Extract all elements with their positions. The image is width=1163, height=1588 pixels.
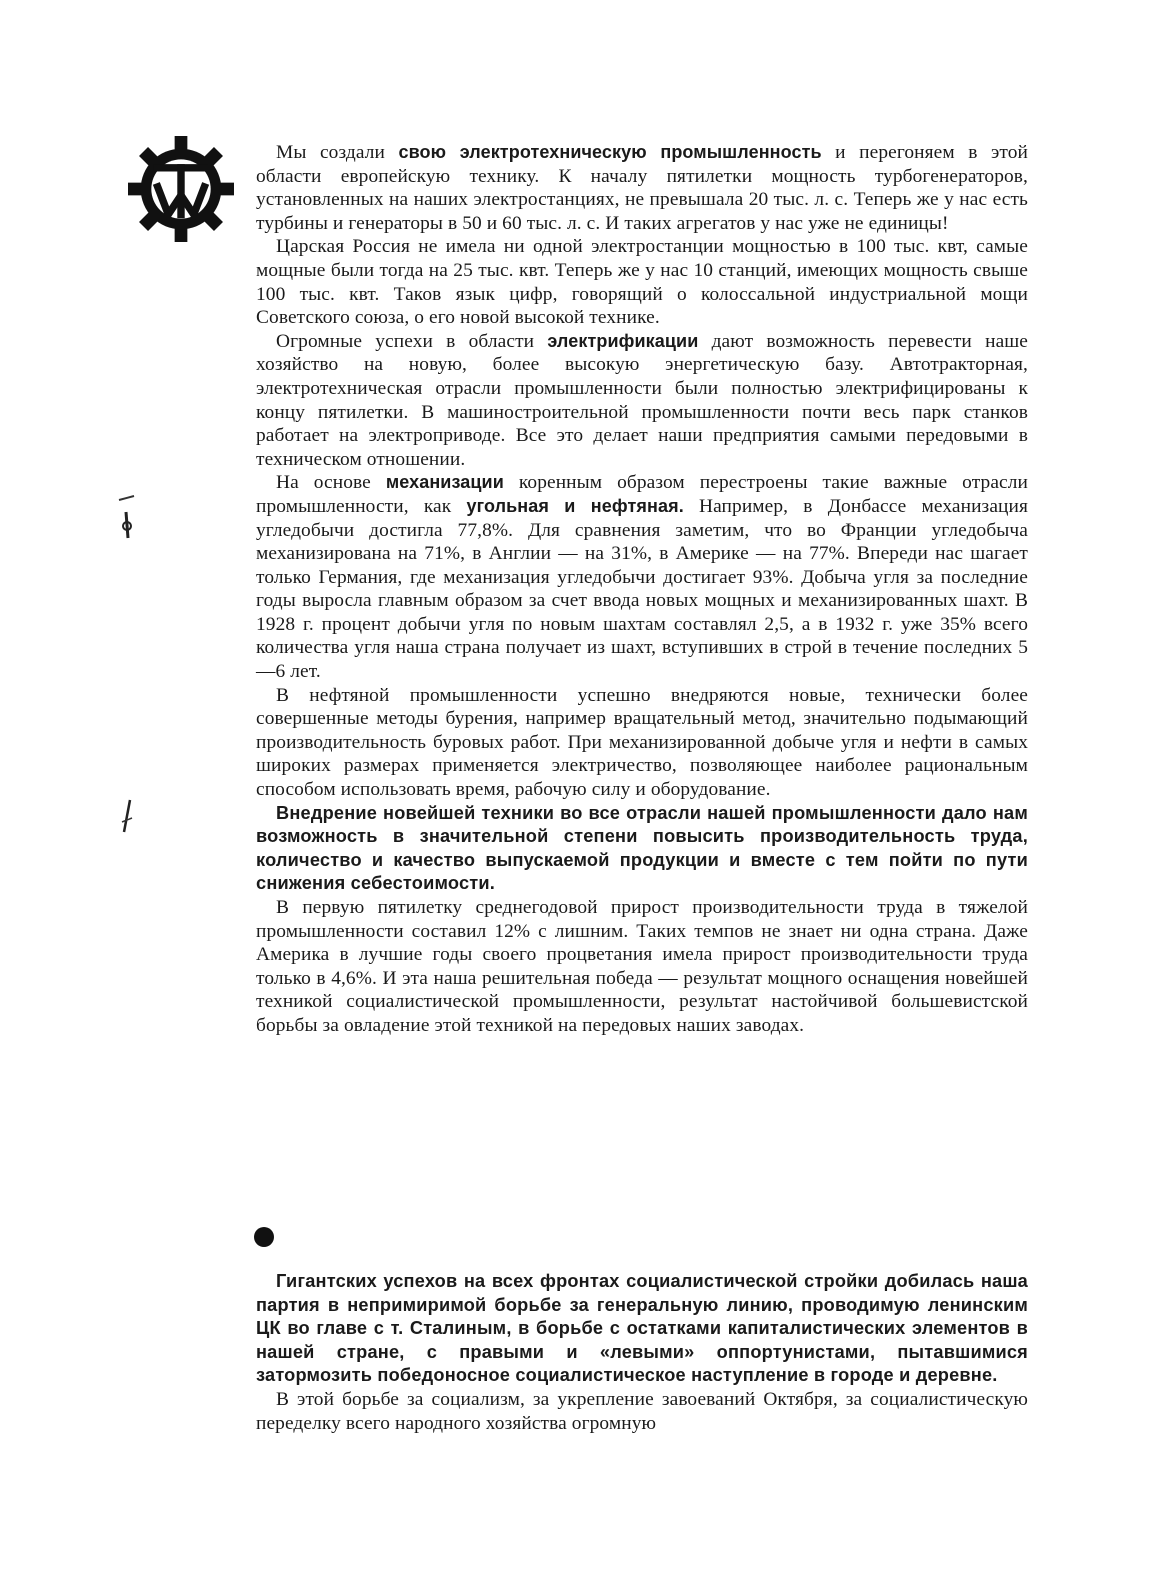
paragraph: Мы создали свою электротехническую промышленность и перегоняем в этой области европейскую технику. К началу пятилетки мощность турбогенераторов, установленных на наших электростанциях, не превышала 20 тыс. л. с. Теперь же у нас есть турбины и генераторы в 50 и 60 тыс. л. с. И таких агрегатов у нас уже не единицы! (256, 142, 1028, 234)
black-dot-icon (254, 1227, 274, 1247)
paragraph: Царская Россия не имела ни одной электростанции мощностью в 100 тыс. квт, самые мощные были тогда на 25 тыс. квт. Теперь же у нас 10 станций, имеющих мощность свыше 100 тыс. квт. Таков язык цифр, говорящий о колоссальной индустриальной мощи Советского союза, о его новой высокой технике. (256, 236, 1028, 329)
second-text-block (256, 1270, 1028, 1435)
paragraph: Огромные успехи в области электрификации дают возможность перевести наше хозяйство на новую, более высокую энергетическую базу. Автотракторная, электротехническая отрасли промышленности были полностью электрифицированы к концу пятилетки. В машиностроительной промышленности почти весь парк станков работает на электроприводе. Все это делает наши предприятия самыми передовыми в техническом отношении. (256, 330, 1029, 470)
main-text-block (256, 141, 1028, 1038)
paragraph: На основе механизации коренным образом перестроены такие важные отрасли промышленности, как угольная и нефтяная. Например, в Донбассе механизация угледобычи достигла 77,8%. Для сравнения заметим, что во Франции угледобыча механизирована на 71%, в Англии — на 31%, в Америке — на 77%. Впереди нас шагает только Германия, где механизация угледобычи достигает 93%. Добыча угля за последние годы выросла главным образом за счет ввода новых мощных и механизированных шахт. В 1928 г. процент добычи угля по новым шахтам составлял 2,5, а в 1932 г. уже 35% всего количества угля наша страна получает из шахт, вступивших в строй в течение последних 5—6 лет. (256, 472, 1028, 683)
paragraph: В первую пятилетку среднегодовой прирост производительности труда в тяжелой промышленности составил 12% с лишним. Таких темпов не знает ни одна страна. Даже Америка в лучшие годы своего процветания имела прирост производительности труда только в 4,6%. И эта наша решительная победа — результат мощного оснащения новейшей техникой социалистической промышленности, результат настойчивой большевистской борьбы за овладение этой техникой на передовых наших заводах. (256, 897, 1028, 1036)
paragraph: В нефтяной промышленности успешно внедряются новые, технически более совершенные методы бурения, например вращательный метод, значительно подымающий производительность буровых работ. При механизированной добыче угля и нефти в самых широких размерах применяется электричество, позволяющее наиболее рациональным способом использовать время, рабочую силу и оборудование. (256, 684, 1028, 801)
bold-paragraph: Внедрение новейшей техники во все отрасли нашей промышленности дало нам возможность в значительной степени повысить производительность труда, количество и качество выпускаемой продукции и вместе с тем пойти по пути снижения себестоимости. (256, 802, 1028, 894)
gear-tw-emblem-icon (128, 136, 234, 242)
paragraph: В этой борьбе за социализм, за укрепление завоеваний Октября, за социалистическую переделку всего народного хозяйства огромную (256, 1388, 1028, 1434)
margin-mark (116, 796, 138, 836)
margin-mark (116, 494, 138, 540)
bold-paragraph: Гигантских успехов на всех фронтах социалистической стройки добилась наша партия в непримиримой борьбе за генеральную линию, проводимую ленинским ЦК во главе с т. Сталиным, в борьбе с остатками капиталистических элементов в нашей стране, с правыми и «левыми» оппортунистами, пытавшимися затормозить победоносное социалистическое наступление в городе и деревне. (256, 1271, 1028, 1386)
